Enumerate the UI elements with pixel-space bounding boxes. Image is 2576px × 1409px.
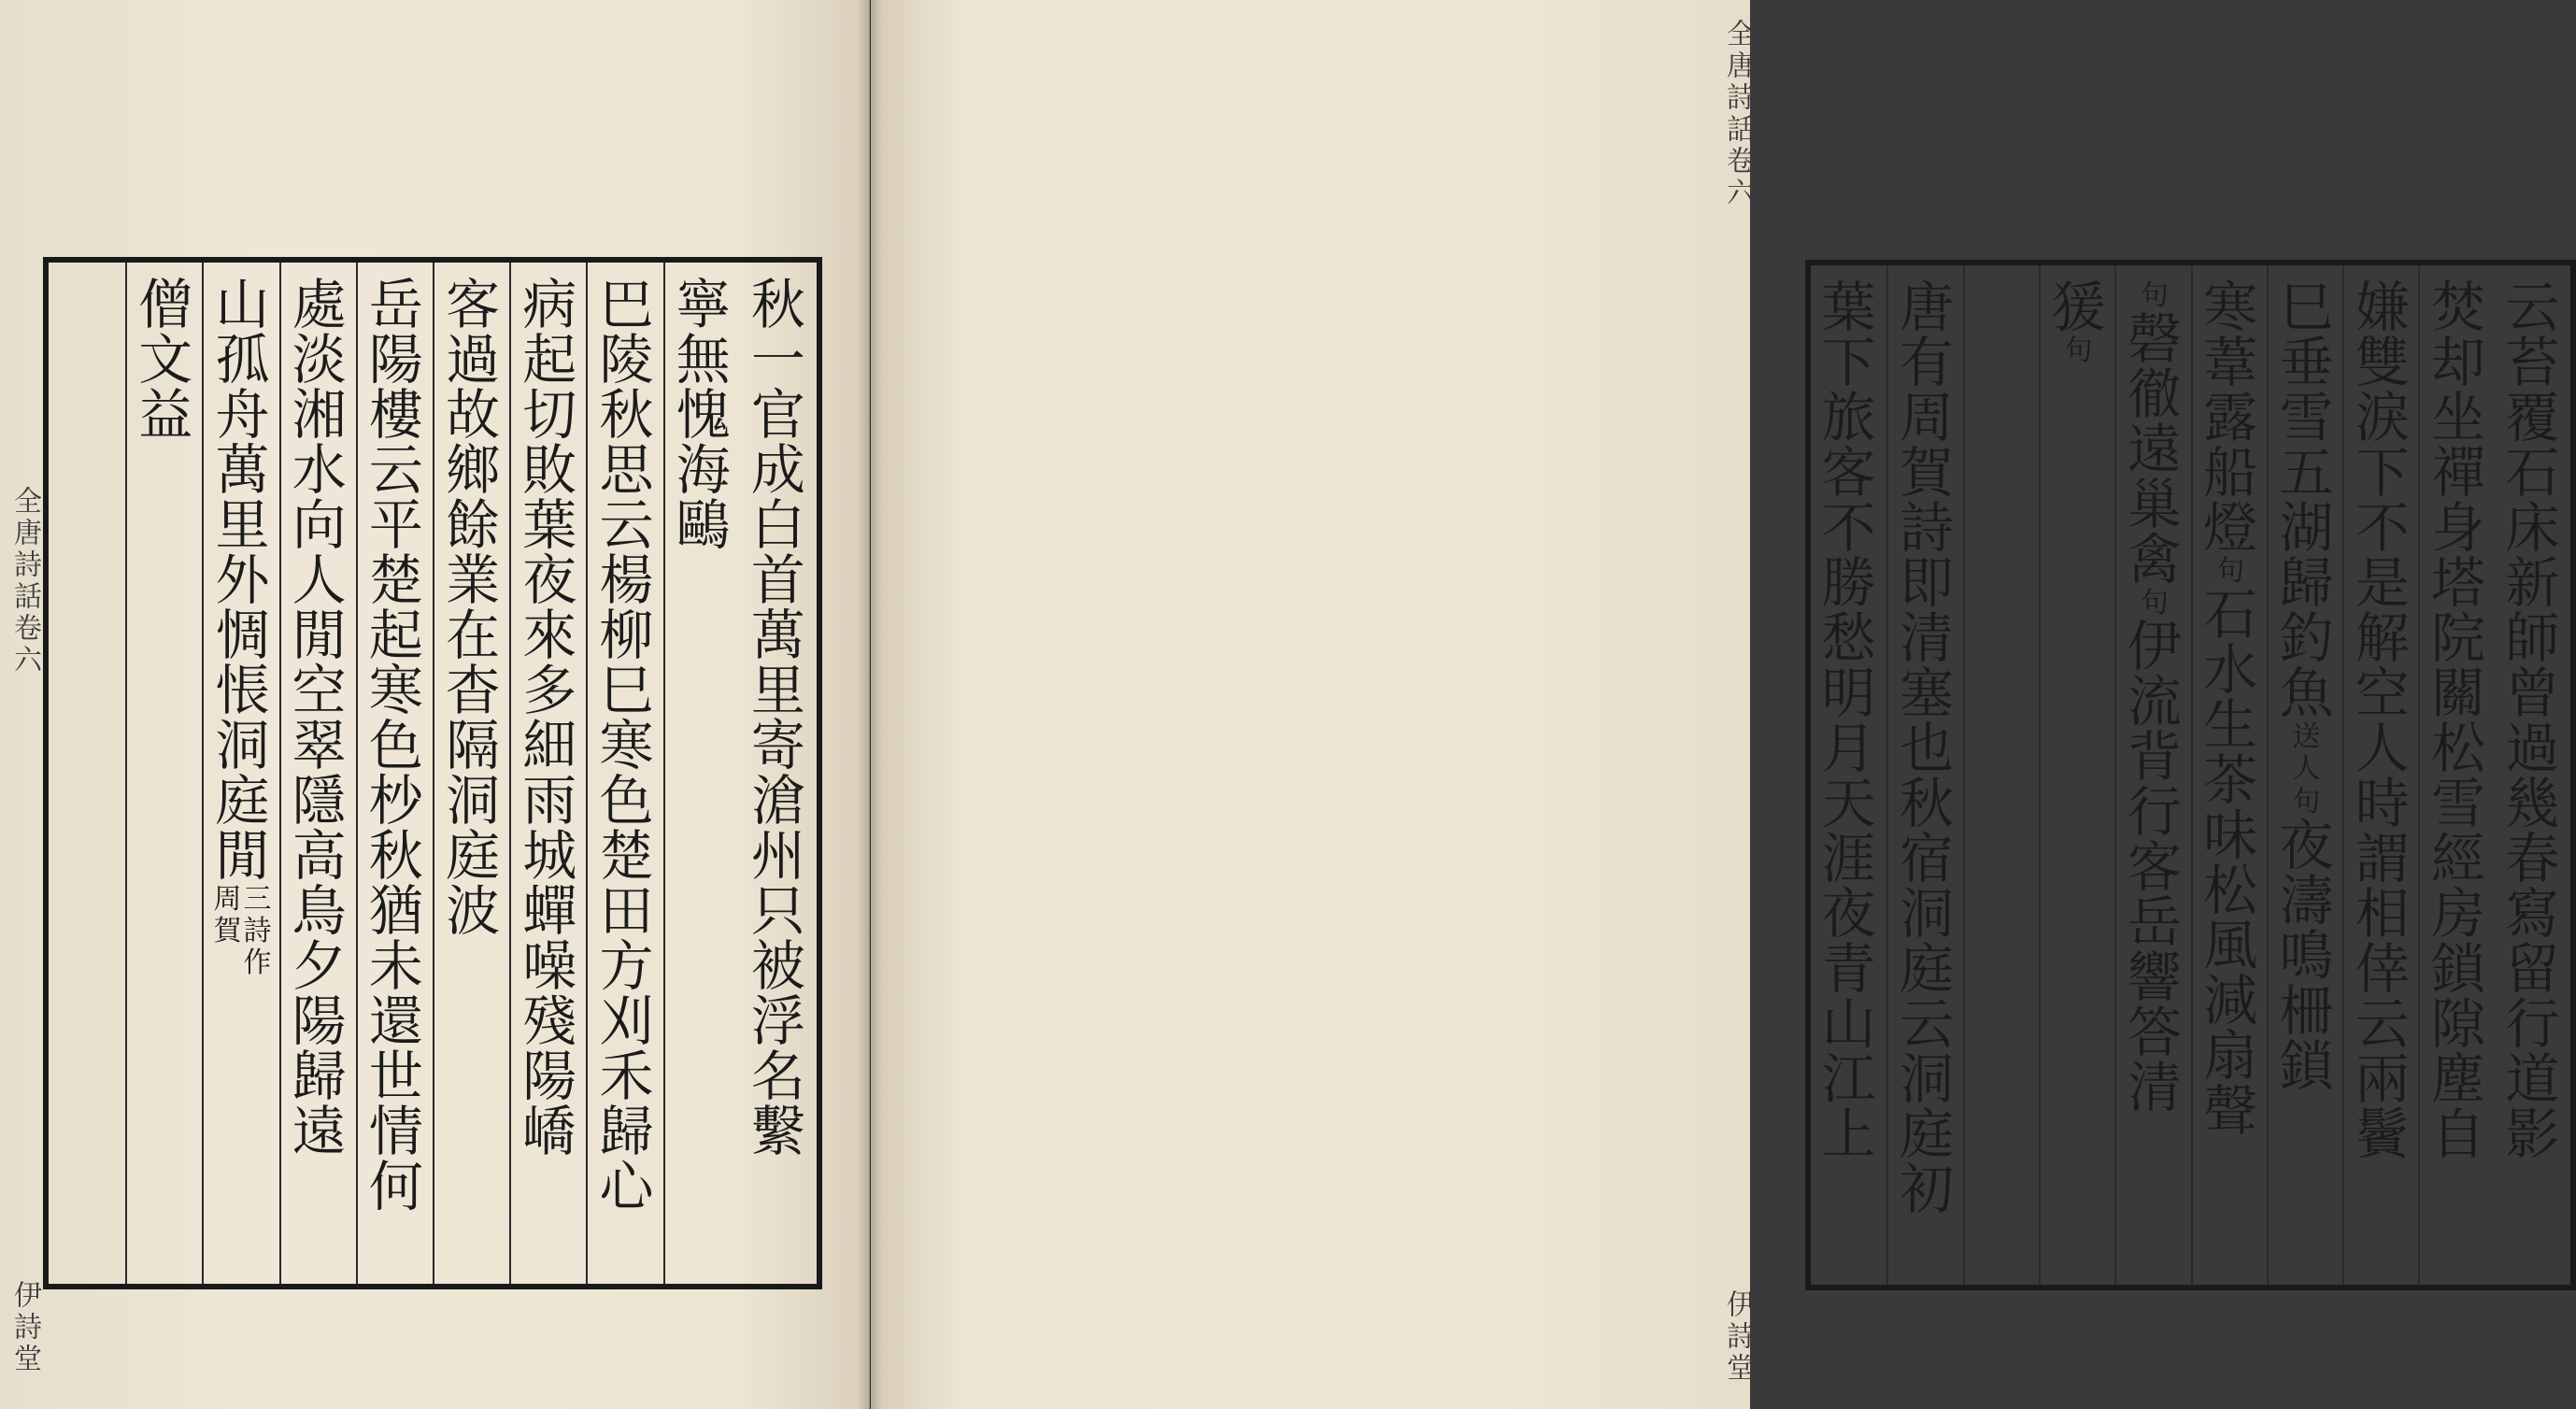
left-main-text: 巴 陵 秋 思 云 楊 柳 巳 寒 色 楚 田 方 刈 禾 歸 心 [599,273,654,1218]
left-main-text: 處 淡 湘 水 向 人 閒 空 翠 隱 高 鳥 夕 陽 歸 遠 [292,273,347,1163]
right-column-text [2041,276,2116,367]
right-main-text: 云 苔 覆 石 床 新 師 曾 過 幾 春 寫 留 行 道 影 [2505,276,2560,1166]
right-column-text [2344,276,2420,1166]
left-column [125,263,204,1284]
left-main-text: 客 過 故 鄉 餘 業 在 杳 隔 洞 庭 波 [446,273,501,943]
left-column-text [434,273,511,943]
left-column-text [358,273,434,1218]
left-text-frame [43,257,822,1289]
right-main-text: 焚 却 坐 禪 身 塔 院 關 松 雪 經 房 鎖 隙 塵 自 [2431,276,2486,1166]
right-main-text: 巳 垂 雪 五 湖 歸 釣 魚 [2279,276,2334,725]
left-column [279,263,358,1284]
right-main-text: 葉 下 旅 客 不 勝 愁 明 月 天 涯 夜 青 山 江 上 [1821,276,1876,1166]
left-main-text: 秋 一 官 成 白 首 萬 里 寄 滄 州 只 被 浮 名 繫 [750,273,805,1163]
left-column-text [665,273,742,557]
left-main-text: 病 起 切 敗 葉 夜 來 多 細 雨 城 蟬 噪 殘 陽 嶠 [522,273,577,1163]
left-column [202,263,280,1284]
right-annotation: 句 [2064,334,2093,367]
right-column [2191,265,2269,1285]
left-column [356,263,434,1284]
left-main-text: 寧 無 愧 海 鷗 [676,273,731,557]
right-column [2495,265,2570,1285]
right-column-text [2269,276,2344,1098]
right-column-text [2495,276,2570,1166]
right-column-text [2116,279,2192,1119]
left-column [509,263,588,1284]
right-text-frame [1805,260,2576,1290]
right-column [2418,265,2496,1285]
right-main-text: 猨 [2051,276,2106,339]
left-column-text [588,273,664,1218]
left-main-text: 岳 陽 樓 云 平 楚 起 寒 色 杪 秋 猶 未 還 世 情 何 [368,273,423,1218]
right-column [2114,265,2192,1285]
left-column-text [127,273,204,447]
left-main-text: 僧 文 益 [138,273,193,447]
right-column [1886,265,1964,1285]
left-column [663,263,742,1284]
left-annotation: 三 詩 作 周 賀 [213,883,272,979]
right-column [2342,265,2420,1285]
right-annotation: 句 [2140,587,2169,619]
left-column [586,263,664,1284]
right-column-text [1888,276,1964,1221]
left-column-text [740,273,817,1163]
right-main-text: 石 水 生 茶 味 松 風 減 扇 聲 [2203,583,2258,1143]
right-main-text: 唐 有 周 賀 詩 即 清 塞 也 秋 宿 洞 庭 云 洞 庭 初 [1899,276,1954,1221]
right-column [1811,265,1886,1285]
right-column-text [2193,276,2269,1143]
book-gutter [858,0,882,1409]
right-annotation: 送 人 句 [2292,720,2321,818]
left-page-edge-publisher: 伊詩堂 [8,1280,41,1375]
right-page-edge-title: 全唐詩話卷六 [1721,19,1754,209]
right-main-text: 嫌 雙 淚 下 不 是 解 空 人 時 謂 相 倖 云 兩 鬢 [2355,276,2410,1166]
right-main-text: 伊 流 背 行 客 岳 響 答 清 [2127,615,2182,1119]
right-main-text: 磬 徹 遠 巢 禽 [2127,307,2182,591]
left-column [740,263,817,1284]
right-main-text: 夜 濤 鳴 柵 鎖 [2279,814,2334,1098]
right-column [2039,265,2116,1285]
left-column [49,263,125,1284]
right-page-edge-publisher: 伊詩堂 [1721,1289,1754,1385]
right-column [1963,265,2041,1285]
left-column [433,263,511,1284]
right-column [2267,265,2344,1285]
left-column-text [281,273,358,1163]
right-page [871,0,2560,1409]
right-main-text: 寒 葦 露 船 燈 [2203,276,2258,560]
left-page [0,0,870,1409]
left-page-edge-title: 全唐詩話卷六 [8,486,41,676]
left-column-text [204,273,280,979]
left-column-text [511,273,588,1163]
right-column-text [2420,276,2496,1166]
right-annotation: 句 [2216,555,2245,588]
right-annotation: 句 [2140,279,2169,312]
left-main-text: 山 孤 舟 萬 里 外 惆 悵 洞 庭 閒 [215,273,270,888]
right-column-text [1811,276,1886,1166]
